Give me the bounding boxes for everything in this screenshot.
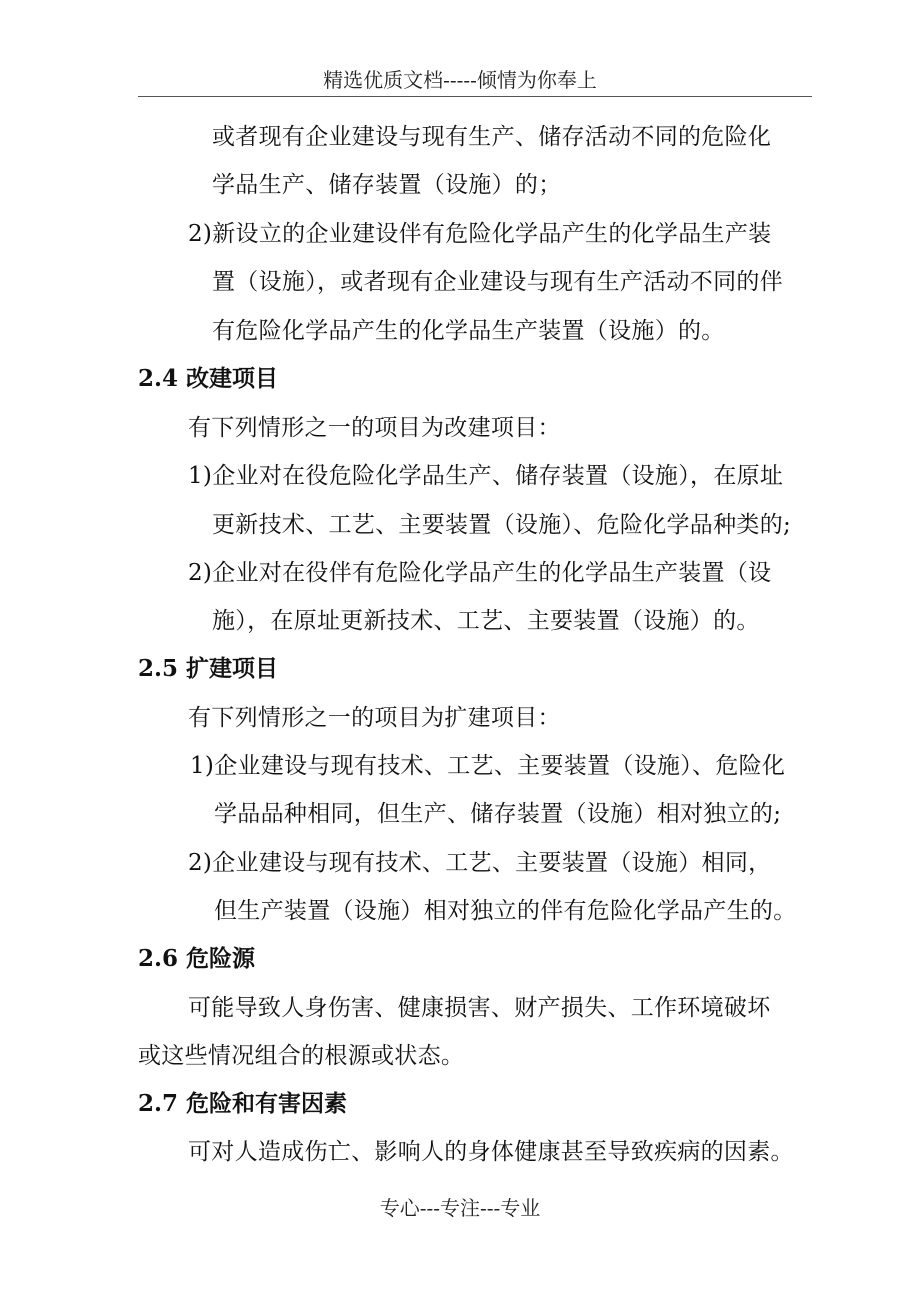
page-footer: 专心---专注---专业: [379, 1196, 541, 1220]
list-number: 1): [190, 753, 215, 779]
section-heading-2-7: 2.7 危险和有害因素: [138, 1090, 348, 1117]
body-line: 或这些情况组合的根源或状态。: [138, 1043, 465, 1069]
list-number: 2): [188, 560, 213, 586]
section-heading-2-6: 2.6 危险源: [138, 945, 256, 972]
body-line: 有下列情形之一的项目为扩建项目：: [188, 705, 561, 731]
body-line: 学品生产、储存装置（设施）的；: [212, 172, 562, 198]
section-heading-2-4: 2.4 改建项目: [138, 365, 279, 392]
page-header: 精选优质文档-----倾情为你奉上: [323, 68, 597, 92]
list-item-text: 企业建设与现有技术、工艺、主要装置（设施）、危险化: [214, 753, 786, 779]
body-line: 可对人造成伤亡、影响人的身体健康甚至导致疾病的因素。: [188, 1139, 794, 1165]
section-heading-2-5: 2.5 扩建项目: [138, 655, 279, 682]
body-line: 有下列情形之一的项目为改建项目：: [188, 415, 561, 441]
list-item: [188, 219, 771, 249]
header-divider: [138, 96, 812, 97]
body-line: 施），在原址更新技术、工艺、主要装置（设施）的。: [212, 608, 760, 634]
list-item-text: 企业对在役危险化学品生产、储存装置（设施），在原址: [212, 463, 784, 489]
body-line: 可能导致人身伤害、健康损害、财产损失、工作环境破坏: [188, 995, 771, 1021]
list-number: 1): [188, 463, 213, 489]
body-line: 或者现有企业建设与现有生产、储存活动不同的危险化: [212, 124, 772, 150]
body-line: 有危险化学品产生的化学品生产装置（设施）的。: [212, 318, 725, 344]
list-item-text: 新设立的企业建设伴有危险化学品产生的化学品生产装: [212, 221, 772, 247]
body-line: 学品品种相同，但生产、储存装置（设施）相对独立的;: [214, 801, 782, 827]
list-number: 2): [188, 221, 213, 247]
list-item-text: 企业建设与现有技术、工艺、主要装置（设施）相同，: [212, 850, 772, 876]
list-item-text: 企业对在役伴有危险化学品产生的化学品生产装置（设: [212, 560, 772, 586]
list-item: [188, 461, 783, 491]
list-item: [190, 751, 785, 781]
body-line: 但生产装置（设施）相对独立的伴有危险化学品产生的。: [214, 898, 797, 924]
list-number: 2): [188, 850, 213, 876]
body-line: 置（设施），或者现有企业建设与现有生产活动不同的伴: [212, 269, 783, 295]
body-line: 更新技术、工艺、主要装置（设施）、危险化学品种类的;: [212, 512, 792, 538]
list-item: [188, 558, 771, 588]
list-item: [188, 848, 771, 878]
